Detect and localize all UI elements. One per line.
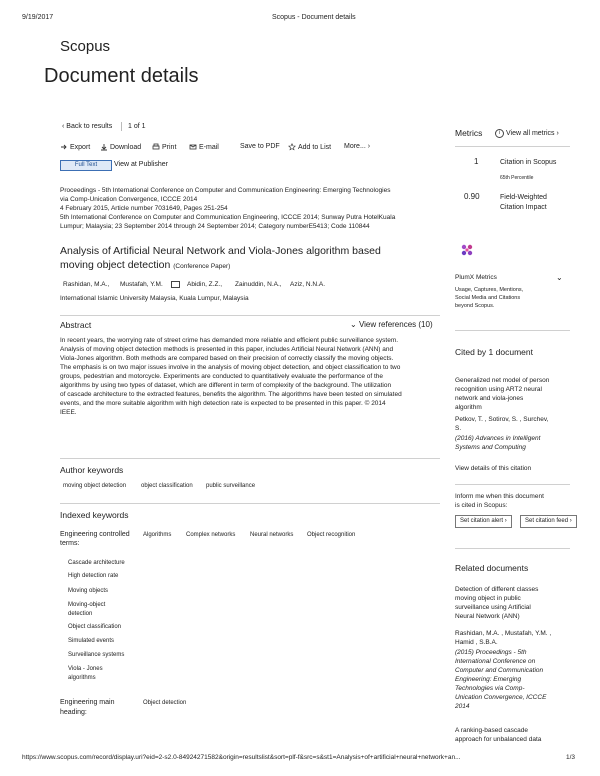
- author-link[interactable]: Mustafah, Y.M.: [120, 281, 163, 288]
- uncontrolled-term: Moving objects: [68, 588, 109, 594]
- export-icon: [60, 143, 68, 151]
- main-heading-label: Engineering main heading:: [60, 699, 115, 716]
- divider: [455, 548, 570, 549]
- chevron-down-icon[interactable]: ⌄: [556, 273, 563, 282]
- abstract-heading: Abstract: [60, 320, 92, 330]
- export-button[interactable]: Export: [60, 143, 90, 151]
- citing-document[interactable]: Generalized net model of person recognition using ART2 neural network and viola-jones algorithm: [455, 377, 550, 411]
- scopus-logo[interactable]: Scopus: [60, 38, 111, 55]
- citation-count: 1: [474, 157, 479, 166]
- star-icon: [288, 143, 296, 151]
- controlled-term: Object recognition: [307, 532, 356, 538]
- chevron-right-icon: ›: [504, 518, 507, 524]
- divider: [455, 484, 570, 485]
- chevron-left-icon: ‹: [62, 123, 65, 130]
- article-title: Analysis of Artificial Neural Network and Viola-Jones algorithm based moving object detection (Conference Paper): [60, 245, 381, 271]
- full-text-button[interactable]: Full Text: [60, 160, 112, 171]
- citing-source: (2016) Advances in Intelligent Systems and Computing: [455, 435, 541, 451]
- abstract-text: In recent years, the worrying rate of street crime has demanded more reliable and efficient public surveillance system. Analysis of moving object detection methods is presented in this paper, includes Artificial Neural Network (ANN) and Viola-Jones algorithm. Both methods are compared based on their precision of correctly classify the moving objects. The emphasis is on two major issues involve in the analysis of moving object detection, and object classification to two groups, pedestrian and motorcycle. Experiments are conducted to quantitatively evaluate the performance of the algorithms by using two types of dataset, which are different in term of complexity of the background. The utilization of cascade architecture to the extracted features, benefits the algorithm. The algorithms have been tested on simulated events, and the more suitable algorithm with high detection rate is expected to be presented in this paper. © 2014 IEEE.: [60, 337, 402, 416]
- plumx-description: Usage, Captures, Mentions, Social Media and Citations beyond Scopus.: [455, 287, 524, 309]
- author-link[interactable]: Rashidan, M.A.,: [63, 281, 110, 288]
- affiliation: International Islamic University Malaysia, Kuala Lumpur, Malaysia: [60, 295, 249, 302]
- controlled-term: Neural networks: [250, 532, 294, 538]
- print-title: Scopus - Document details: [272, 14, 356, 21]
- related-document-authors: Rashidan, M.A. , Mustafah, Y.M. , Hamid , S.B.A.: [455, 630, 552, 646]
- view-all-metrics-link[interactable]: i View all metrics ›: [495, 129, 559, 138]
- source-line: 4 February 2015, Article number 7031649, Pages 251-254: [60, 205, 228, 212]
- uncontrolled-term: Simulated events: [68, 638, 115, 644]
- citation-count-label[interactable]: Citation in Scopus: [500, 159, 557, 166]
- divider: [60, 503, 440, 504]
- percentile: 65th Percentile: [500, 175, 534, 181]
- divider: [60, 458, 440, 459]
- uncontrolled-term: Viola - Jones algorithms: [68, 666, 103, 681]
- download-button[interactable]: Download: [100, 143, 141, 151]
- page-title: Document details: [44, 65, 199, 87]
- author-link[interactable]: Aziz, N.N.A.: [290, 281, 326, 288]
- chevron-right-icon: ›: [556, 130, 559, 137]
- uncontrolled-term: Surveillance systems: [68, 652, 125, 658]
- document-type: (Conference Paper): [173, 263, 231, 270]
- main-heading-term: Object detection: [143, 700, 187, 706]
- keyword-item: moving object detection: [63, 483, 127, 489]
- author-keywords-heading: Author keywords: [60, 465, 124, 475]
- divider: [455, 330, 570, 331]
- printer-icon: [152, 143, 160, 151]
- back-to-results-link[interactable]: ‹ Back to results: [62, 123, 113, 130]
- author-link[interactable]: Abidin, Z.Z.,: [187, 281, 223, 288]
- result-pager: 1 of 1: [128, 123, 146, 130]
- cited-by-heading: Cited by 1 document: [455, 347, 533, 357]
- add-to-list-button[interactable]: Add to List: [288, 143, 331, 151]
- info-icon: i: [495, 129, 504, 138]
- print-date: 9/19/2017: [22, 14, 54, 21]
- source-line[interactable]: Proceedings - 5th International Conference on Computer and Communication Engineering: Emerging Technologies: [60, 187, 391, 194]
- chevron-right-icon: ›: [569, 518, 572, 524]
- view-at-publisher-link[interactable]: View at Publisher: [114, 161, 168, 168]
- chevron-down-icon: ⌄: [350, 320, 357, 329]
- mail-icon[interactable]: [171, 281, 180, 288]
- citing-authors: Petkov, T. , Sotirov, S. , Surchev, S.: [455, 416, 549, 432]
- indexed-keywords-heading: Indexed keywords: [60, 510, 129, 520]
- divider: [60, 315, 440, 316]
- download-icon: [100, 143, 108, 151]
- more-button[interactable]: More... ›: [344, 143, 371, 150]
- set-citation-feed-button[interactable]: Set citation feed ›: [520, 515, 577, 528]
- uncontrolled-term: Cascade architecture: [68, 560, 125, 566]
- source-line: 5th International Conference on Computer and Communication Engineering, ICCCE 2014; Sunway Putra HotelKuala: [60, 214, 396, 221]
- uncontrolled-term: Object classification: [68, 624, 122, 630]
- controlled-term: Algorithms: [143, 532, 172, 538]
- plumx-logo-icon: [460, 243, 474, 257]
- uncontrolled-term: High detection rate: [68, 573, 119, 579]
- print-page-number: 1/3: [566, 754, 576, 761]
- source-info: [60, 186, 440, 231]
- related-document-title[interactable]: Detection of different classes moving object in public surveillance using Artificial Neural Network (ANN): [455, 586, 539, 620]
- view-references-link[interactable]: ⌄ View references (10): [350, 320, 433, 329]
- fwci-value: 0.90: [464, 192, 480, 201]
- related-document-source: (2015) Proceedings - 5th International Conference on Computer and Communication Engineering: Emerging Technologies via Comp- Unication Convergence, ICCCE 2014: [455, 649, 547, 710]
- set-citation-alert-button[interactable]: Set citation alert ›: [455, 515, 512, 528]
- metrics-heading: Metrics: [455, 128, 483, 138]
- source-line: Lumpur; Malaysia; 23 September 2014 through 24 September 2014; Category numberE5413; Code 110844: [60, 223, 370, 230]
- print-button[interactable]: Print: [152, 143, 176, 151]
- related-document-title[interactable]: A ranking-based cascade approach for unbalanced data: [455, 727, 542, 743]
- chevron-right-icon: ›: [367, 143, 371, 150]
- controlled-terms-label: Engineering controlled terms:: [60, 531, 130, 547]
- author-link[interactable]: Zainuddin, N.A.,: [235, 281, 282, 288]
- related-documents-heading: Related documents: [455, 563, 529, 573]
- email-button[interactable]: E-mail: [189, 143, 219, 151]
- divider: [455, 146, 570, 147]
- controlled-term: Complex networks: [186, 532, 236, 538]
- divider: [121, 122, 122, 131]
- plumx-title[interactable]: PlumX Metrics: [455, 274, 497, 281]
- print-footer-url: https://www.scopus.com/record/display.uri?eid=2-s2.0-84924271582&origin=resultslist&sort=plf-f&src=s&st1=Analysis+of+artificial+neural+network+an...: [22, 754, 461, 761]
- source-line[interactable]: via Comp-Unication Convergence, ICCCE 2014: [60, 196, 198, 203]
- keyword-item: public surveillance: [206, 483, 256, 489]
- fwci-label: Field-Weighted Citation Impact: [500, 194, 547, 211]
- view-citation-details-link[interactable]: View details of this citation: [455, 465, 532, 472]
- save-pdf-button[interactable]: Save to PDF: [240, 143, 280, 150]
- keyword-item: object classification: [141, 483, 193, 489]
- uncontrolled-term: Moving-object detection: [68, 602, 106, 617]
- mail-icon: [189, 143, 197, 151]
- citation-alert-prompt: Inform me when this document is cited in Scopus:: [455, 493, 544, 509]
